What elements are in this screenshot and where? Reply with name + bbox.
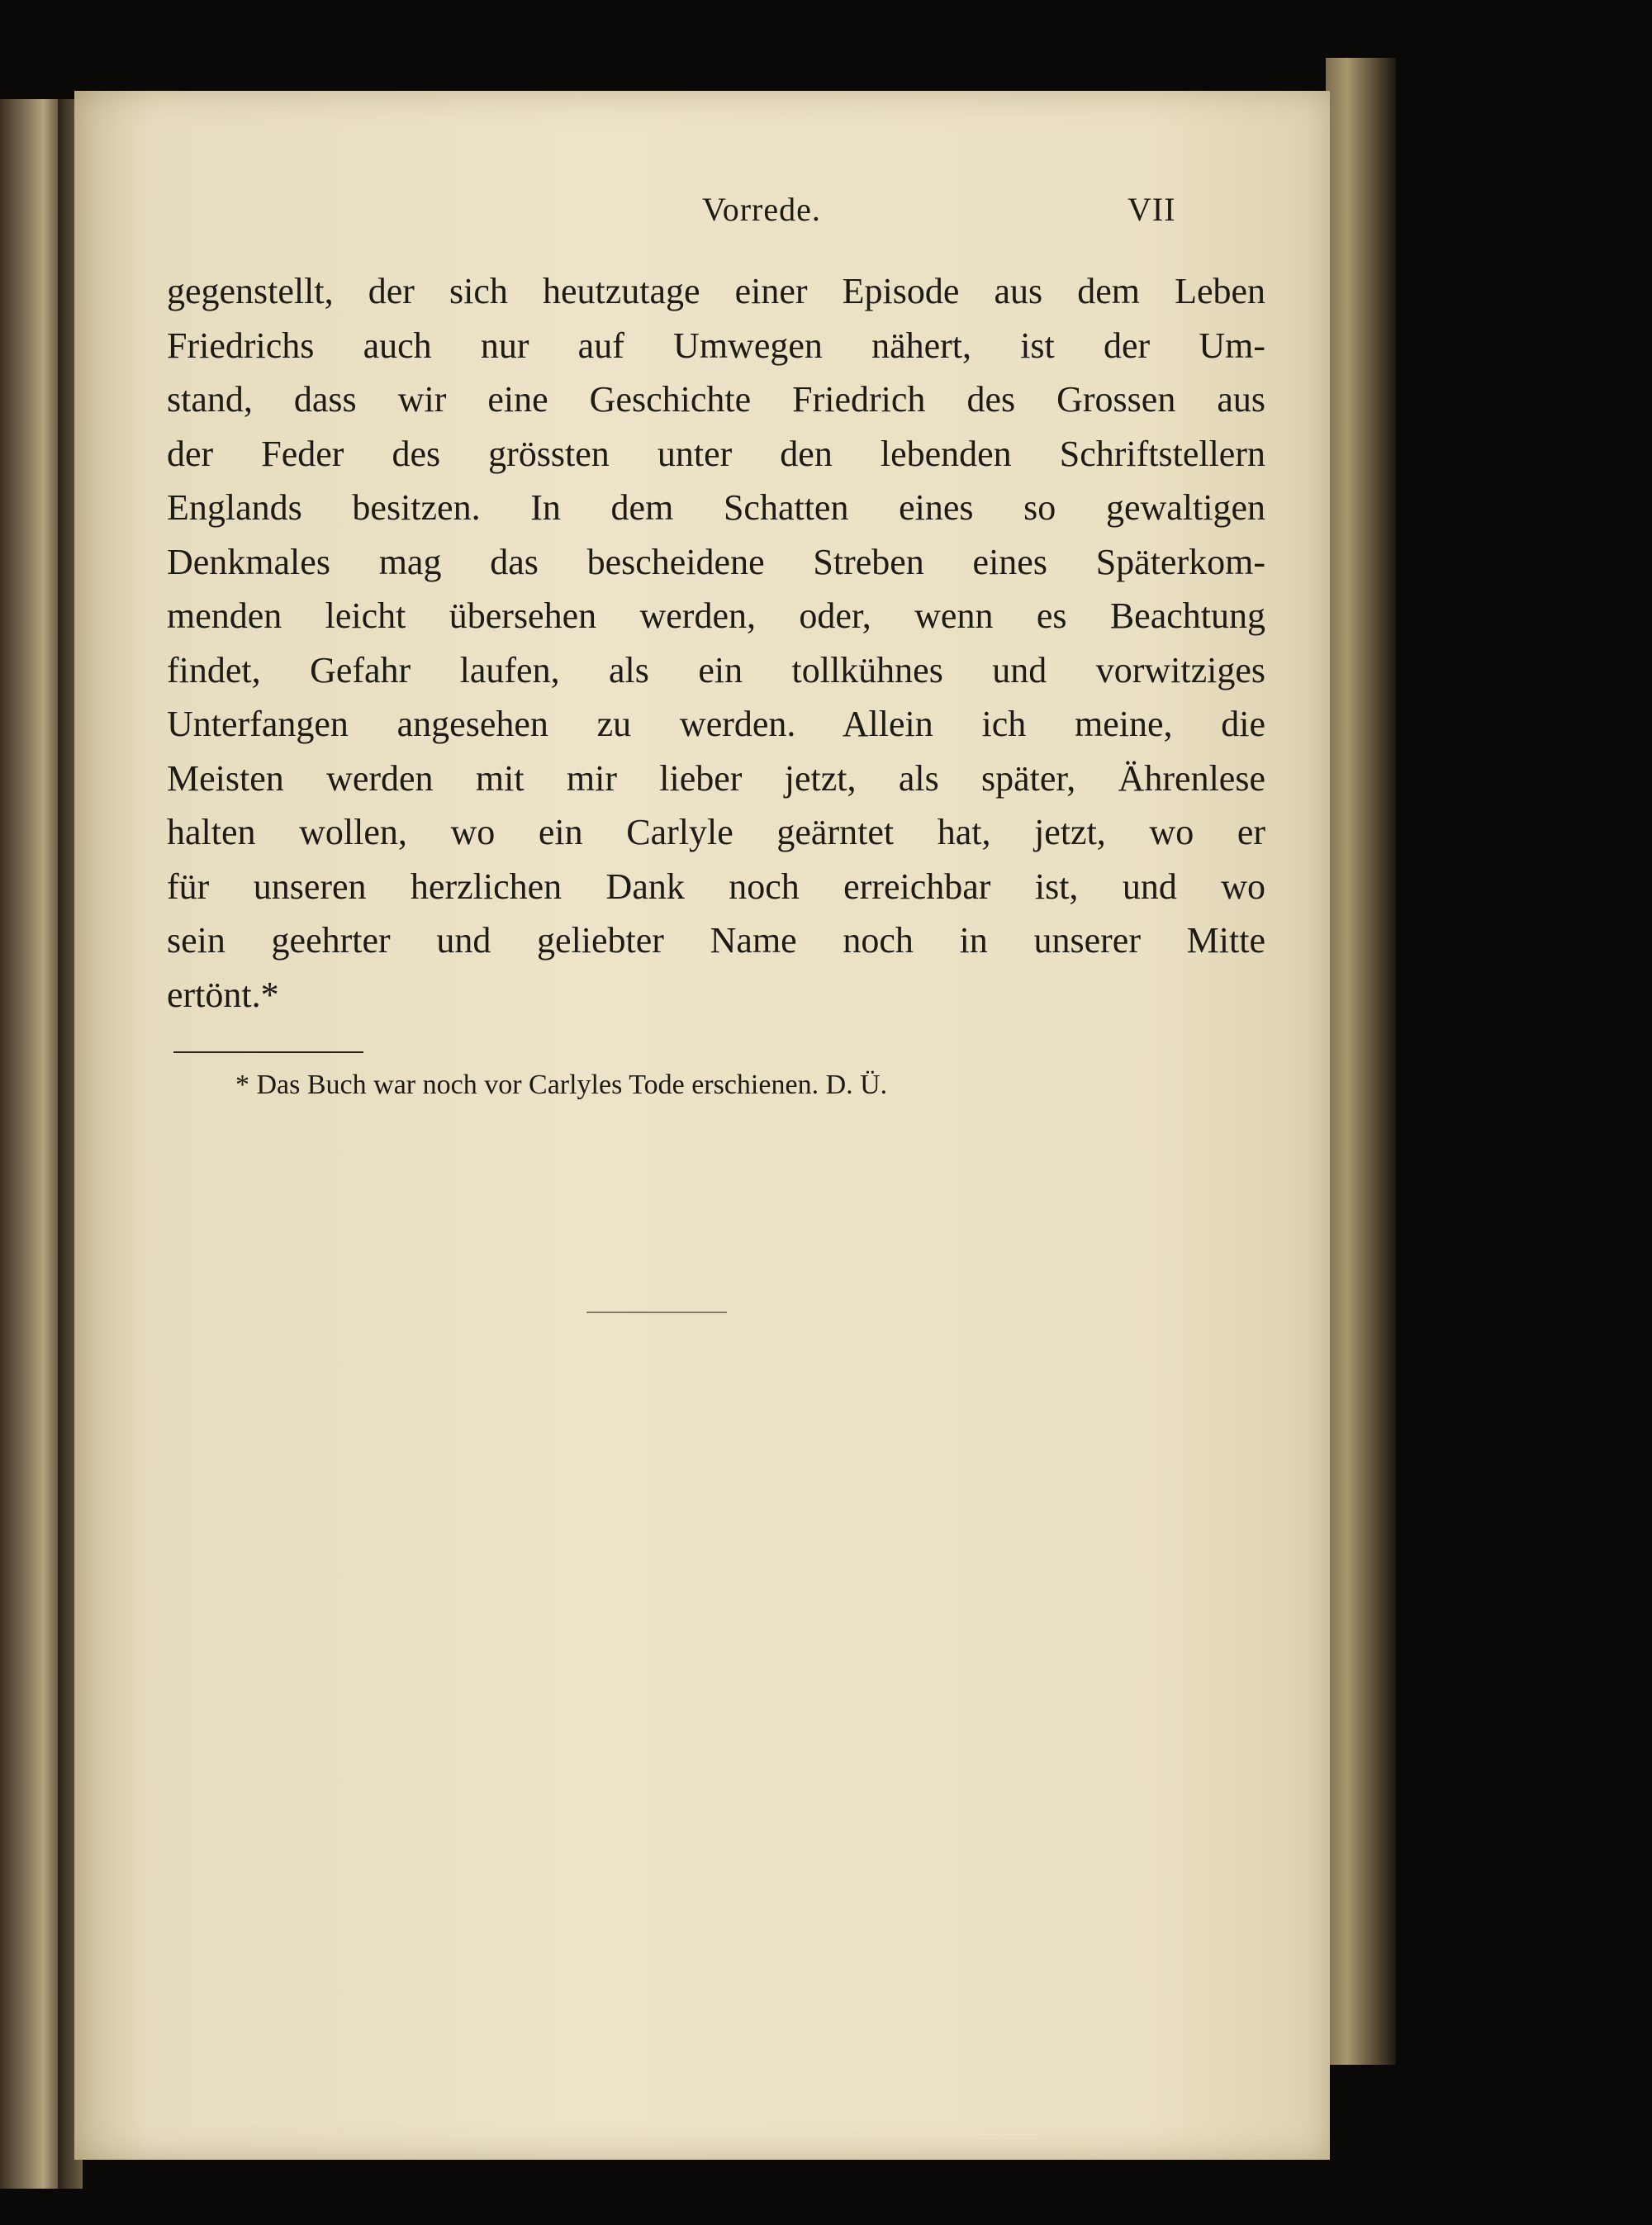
text-line: sein geehrter und geliebter Name noch in unserer Mitte [167, 920, 1265, 961]
text-line: stand, dass wir eine Geschichte Friedrich des Grossen aus [167, 379, 1265, 420]
text-line: Meisten werden mit mir lieber jetzt, als später, Ährenlese [167, 757, 1265, 799]
left-page-edge [0, 99, 58, 2189]
text-line: Denkmales mag das bescheidene Streben eines Späterkom- [167, 541, 1265, 582]
text-line: gegenstellt, der sich heutzutage einer Episode aus dem Leben [167, 271, 1265, 311]
footnote: * Das Buch war noch vor Carlyles Tode erschienen. D. Ü. [235, 1070, 888, 1100]
text-line: menden leicht übersehen werden, oder, wenn es Beachtung [167, 595, 1265, 636]
text-line: ertönt.* [167, 974, 279, 1015]
page-number: VII [1127, 191, 1176, 228]
text-line: Unterfangen angesehen zu werden. Allein ich meine, die [167, 704, 1265, 744]
body-text [167, 264, 1265, 1022]
footnote-rule [173, 1051, 363, 1053]
book-page [74, 91, 1330, 2160]
text-line: findet, Gefahr laufen, als ein tollkühnes und vorwitziges [167, 649, 1265, 690]
bleed-through-rule [586, 1312, 727, 1313]
text-line: für unseren herzlichen Dank noch erreichbar ist, und wo [167, 866, 1265, 907]
text-line: Friedrichs auch nur auf Umwegen nähert, ist der Um- [167, 325, 1265, 366]
text-line: Englands besitzen. In dem Schatten eines so gewaltigen [167, 487, 1265, 528]
running-head: Vorrede. [702, 191, 821, 228]
text-line: der Feder des grössten unter den lebenden Schriftstellern [167, 433, 1265, 474]
text-line: halten wollen, wo ein Carlyle geärntet hat, jetzt, wo er [167, 812, 1265, 852]
book-cover-edge [1326, 58, 1396, 2065]
